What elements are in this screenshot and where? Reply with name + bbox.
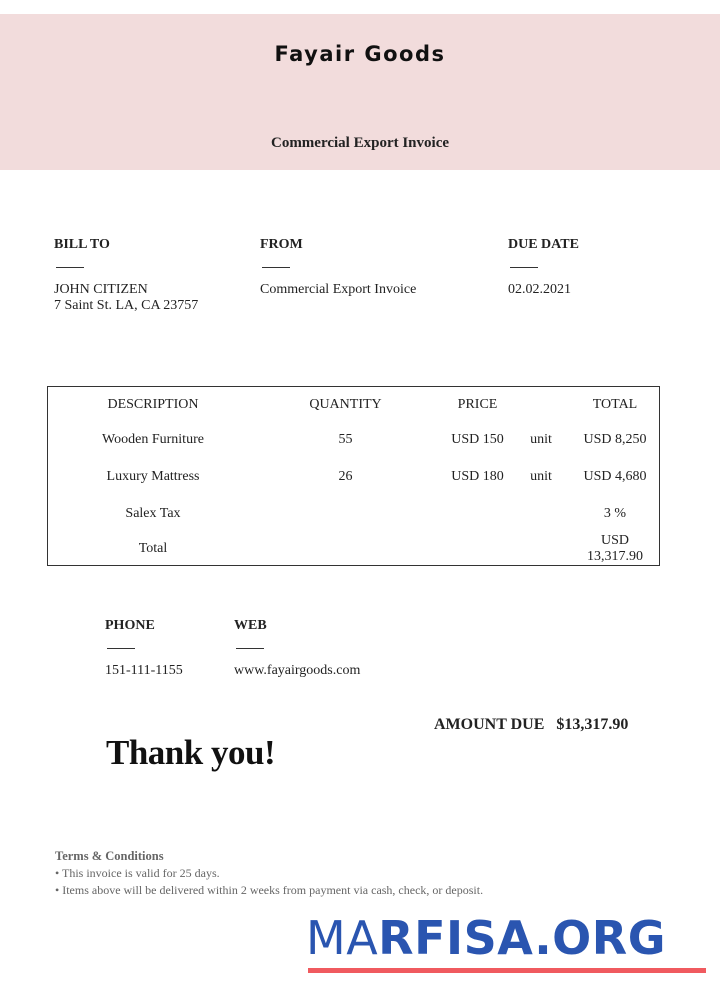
grand-total-label: Total: [138, 541, 168, 556]
phone-value: 151-111-1155: [105, 663, 183, 678]
item-price: USD 180: [451, 469, 504, 484]
amount-due-label: AMOUNT DUE: [434, 716, 545, 733]
grand-total-currency: USD: [600, 533, 629, 548]
terms-item: • This invoice is valid for 25 days.: [55, 866, 220, 880]
amount-due-value: $13,317.90: [556, 716, 629, 733]
item-price: USD 150: [451, 432, 504, 447]
item-unit: unit: [530, 432, 552, 447]
from-value: Commercial Export Invoice: [260, 282, 417, 297]
item-quantity: 55: [338, 432, 353, 447]
divider: [236, 648, 264, 649]
header-price: PRICE: [457, 397, 498, 412]
amount-due: [434, 716, 628, 734]
web-section: [234, 618, 360, 679]
item-description: Wooden Furniture: [102, 432, 204, 447]
watermark-underline: [308, 968, 706, 973]
watermark-thin-text: MA: [306, 911, 379, 965]
tax-value: 3 %: [603, 506, 627, 521]
item-total: USD 4,680: [583, 469, 647, 484]
divider: [262, 267, 290, 268]
header-total: TOTAL: [592, 397, 638, 412]
due-date-value: 02.02.2021: [508, 282, 571, 297]
due-date-label: DUE DATE: [508, 237, 579, 252]
item-total: USD 8,250: [583, 432, 647, 447]
company-name: Fayair Goods: [274, 42, 446, 66]
phone-label: PHONE: [105, 618, 155, 633]
terms-item: • Items above will be delivered within 2 weeks from payment via cash, check, or deposit.: [55, 883, 484, 897]
header-quantity: QUANTITY: [309, 397, 382, 412]
thank-you-message: Thank you!: [106, 733, 276, 772]
item-description: Luxury Mattress: [106, 469, 200, 484]
bill-to-address: 7 Saint St. LA, CA 23757: [54, 298, 199, 313]
due-date-section: [508, 237, 579, 298]
document-title: Commercial Export Invoice: [270, 135, 450, 151]
divider: [56, 267, 84, 268]
terms-section: [55, 848, 483, 899]
bill-to-label: BILL TO: [54, 237, 110, 252]
web-label: WEB: [234, 618, 267, 633]
from-label: FROM: [260, 237, 303, 252]
from-section: [260, 237, 416, 298]
bill-to-name: JOHN CITIZEN: [54, 282, 148, 297]
phone-section: [105, 618, 183, 679]
terms-title: Terms & Conditions: [55, 849, 164, 863]
bill-to-section: [54, 237, 198, 314]
divider: [107, 648, 135, 649]
items-table: [47, 386, 660, 566]
item-unit: unit: [530, 469, 552, 484]
web-link[interactable]: www.fayairgoods.com: [234, 663, 361, 678]
tax-label: Salex Tax: [125, 506, 181, 521]
watermark-bold-text: RFISA.ORG: [378, 911, 666, 965]
divider: [510, 267, 538, 268]
grand-total-value: [570, 533, 660, 565]
item-quantity: 26: [338, 469, 353, 484]
watermark-logo: [306, 910, 666, 966]
header-description: DESCRIPTION: [107, 397, 199, 412]
grand-total-amount: 13,317.90: [587, 549, 643, 564]
